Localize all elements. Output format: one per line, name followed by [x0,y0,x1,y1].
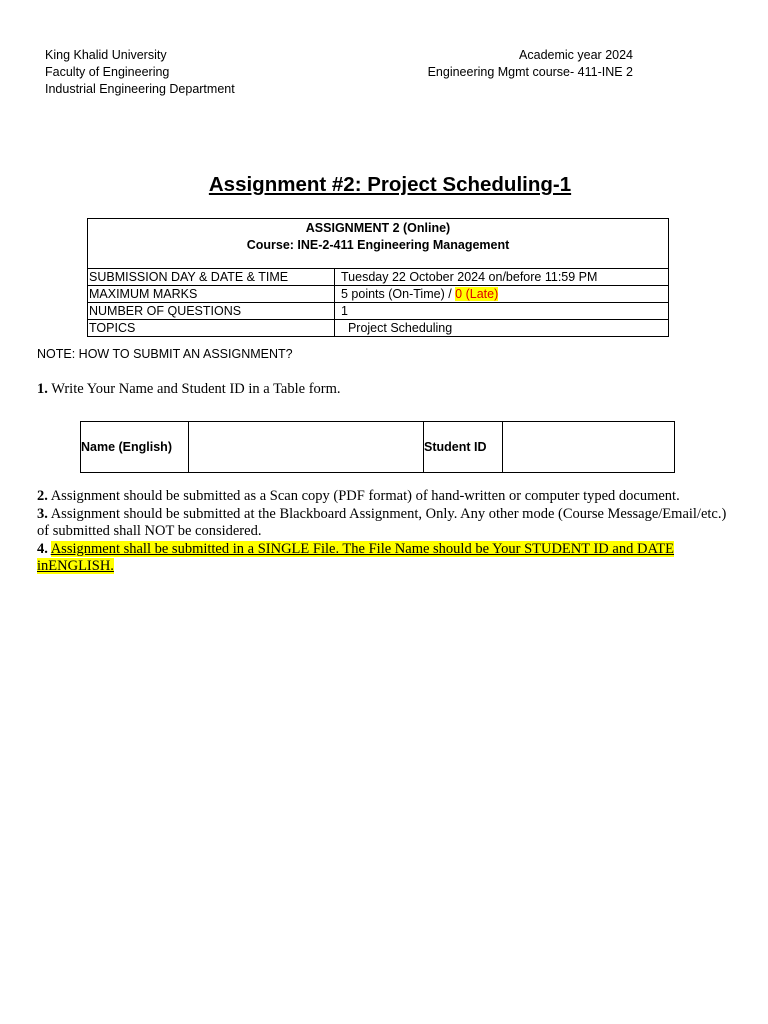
department-name: Industrial Engineering Department [45,82,235,96]
table-row [88,303,669,320]
name-field[interactable] [189,422,424,473]
info-table-heading-row [88,219,669,269]
assignment-heading: ASSIGNMENT 2 (Online) [305,221,451,235]
instruction-number: 2. [37,488,48,504]
academic-year: Academic year 2024 [519,48,633,62]
row-label: NUMBER OF QUESTIONS [88,303,335,320]
table-row [81,422,675,473]
instruction-number: 3. [37,505,48,522]
row-label: TOPICS [88,320,335,337]
instruction-number: 1. [37,381,48,397]
student-id-label: Student ID [424,422,503,473]
row-value: 5 points (On-Time) / [341,287,456,301]
table-row [88,286,669,303]
student-id-field[interactable] [503,422,675,473]
row-label: SUBMISSION DAY & DATE & TIME [88,269,335,286]
name-label: Name (English) [81,422,189,473]
row-label: MAXIMUM MARKS [88,286,335,303]
instruction-2 [37,488,727,506]
instruction-list [37,488,730,576]
assignment-info-table [87,218,669,337]
submission-note: NOTE: HOW TO SUBMIT AN ASSIGNMENT? [37,347,293,361]
university-name: King Khalid University [45,48,167,62]
instruction-text: Write Your Name and Student ID in a Table form. [47,381,341,397]
instruction-number: 4. [37,540,48,557]
course-heading: Course: INE-2-411 Engineering Management [246,238,510,252]
table-row [88,269,669,286]
instruction-3 [37,505,730,541]
row-value: 1 [335,303,669,320]
instruction-1 [37,381,341,399]
header-left [45,47,235,98]
row-value: Project Scheduling [335,320,669,337]
course-code: Engineering Mgmt course- 411-INE 2 [427,65,633,79]
row-value-cell [335,286,669,303]
student-id-table [80,421,675,473]
row-value: Tuesday 22 October 2024 on/before 11:59 PM [335,269,669,286]
late-marks-highlight: 0 (Late) [455,287,499,301]
instruction-text: Assignment should be submitted as a Scan copy (PDF format) of hand-written or computer typed document. [47,488,680,504]
instruction-4 [37,541,727,576]
info-table-heading [88,219,669,269]
page-title: Assignment #2: Project Scheduling-1 [208,173,572,196]
faculty-name: Faculty of Engineering [45,65,170,79]
table-row [88,320,669,337]
instruction-text: Assignment should be submitted at the Blackboard Assignment, Only. Any other mode (Course Message/Email/etc.) of submitted shall NOT be considered. [37,505,730,539]
highlighted-instruction-text: Assignment shall be submitted in a SINGLE File. The File Name should be Your STUDENT ID and DATE inENGLISH. [37,540,675,574]
header-right [428,47,633,81]
